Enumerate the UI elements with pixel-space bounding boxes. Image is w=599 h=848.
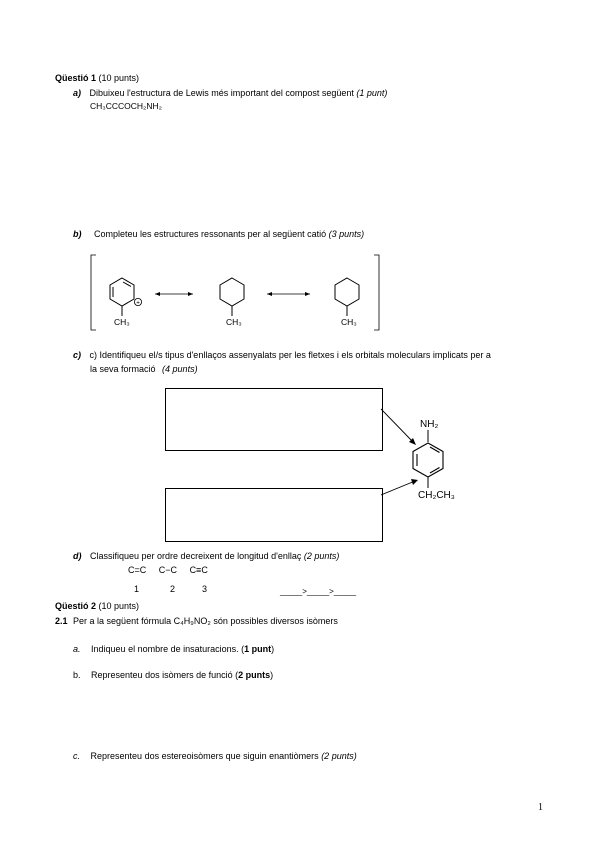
q2-heading: [55, 601, 139, 611]
q2c-points: (2 punts): [321, 751, 357, 761]
q2-1-label: 2.1: [55, 616, 68, 626]
q1b-points: (3 punts): [328, 229, 365, 239]
q1-heading: [55, 73, 139, 83]
answer-box-1[interactable]: [165, 388, 383, 451]
q1-title: Qüestió 1: [55, 73, 97, 83]
q1c-text-1: c) Identifiqueu el/s tipus d'enllaços assenyalats per les fletxes i els orbitals moleculars implicats per a: [89, 350, 491, 360]
q1d-text: Classifiqueu per ordre decreixent de longitud d'enllaç: [90, 551, 302, 561]
bond-types: [128, 565, 208, 575]
plus-charge: +: [136, 299, 140, 307]
bond-double: C=C: [128, 565, 147, 575]
ch3-label-3: CH₃: [341, 317, 357, 327]
pointer-arrows: [375, 395, 435, 505]
q1a-formula: CH₃CCCOCH₂NH₂: [90, 101, 162, 111]
q2a-text: Indiqueu el nombre de insaturacions. (: [91, 644, 245, 654]
q2-1-text-pre: Per a la següent fórmula: [73, 616, 174, 626]
q2b-text: Representeu dos isòmers de funció (: [91, 670, 239, 680]
q2-1-line: [55, 616, 338, 626]
q2a-close: ): [271, 644, 275, 654]
q1c-line2: [90, 364, 198, 374]
bond-number-2: 2: [170, 584, 176, 594]
q1a-points: (1 punt): [356, 88, 388, 98]
q1d-points: (2 punts): [303, 551, 340, 561]
q1c-text-2: la seva formació: [90, 364, 156, 374]
structure-3: [335, 278, 359, 327]
structure-2: [220, 278, 244, 327]
q1d-line: [73, 551, 339, 561]
bond-single: C−C: [158, 565, 178, 575]
q2a-marker: a.: [73, 644, 81, 654]
bond-triple: C≡C: [189, 565, 208, 575]
resonance-diagram: [85, 250, 385, 335]
structure-1: [110, 278, 142, 327]
q2b-marker: b.: [73, 670, 81, 680]
q2b-points: 2 punts: [238, 670, 271, 680]
ch3-label-2: CH₃: [226, 317, 242, 327]
q1b-marker: b): [73, 229, 82, 239]
q1c-points: (4 punts): [162, 364, 198, 374]
q2-1-formula: C₄H₉NO₂: [173, 616, 211, 626]
q2c-marker: c.: [73, 751, 81, 761]
q2-1-text-post: són possibles diversos isòmers: [210, 616, 338, 626]
q1-points: (10 punts): [98, 73, 140, 83]
left-bracket: [91, 255, 96, 330]
ch3-label-1: CH₃: [114, 317, 130, 327]
ethyl-label: CH₂CH₃: [418, 490, 455, 501]
bond-number-3: 3: [202, 584, 208, 594]
q2-title: Qüestió 2: [55, 601, 97, 611]
order-blank[interactable]: _____>_____>_____: [280, 587, 357, 596]
page-number: 1: [538, 802, 543, 813]
q2c-text: Representeu dos estereoisòmers que siguin enantiòmers: [90, 751, 319, 761]
q2-points: (10 punts): [98, 601, 140, 611]
q1c-marker: c): [73, 350, 82, 360]
q1a-line: [73, 88, 387, 98]
q1a-marker: a): [73, 88, 82, 98]
q2a-points: 1 punt: [244, 644, 272, 654]
q2c-line: [73, 751, 357, 761]
answer-box-2[interactable]: [165, 488, 383, 542]
resonance-arrow-2: [267, 292, 310, 296]
q1b-line: [73, 229, 364, 239]
nh2-label: NH₂: [420, 419, 439, 430]
q1b-text: Completeu les estructures ressonants per al següent catió: [94, 229, 327, 239]
q1d-marker: d): [73, 551, 82, 561]
q1a-text: Dibuixeu l'estructura de Lewis més important del compost següent: [89, 88, 354, 98]
q2a-line: [73, 644, 274, 654]
q2b-line: [73, 670, 273, 680]
q2b-close: ): [270, 670, 274, 680]
right-bracket: [374, 255, 379, 330]
resonance-arrow-1: [155, 292, 193, 296]
q1c-line1: [73, 350, 491, 360]
bond-number-1: 1: [134, 584, 140, 594]
